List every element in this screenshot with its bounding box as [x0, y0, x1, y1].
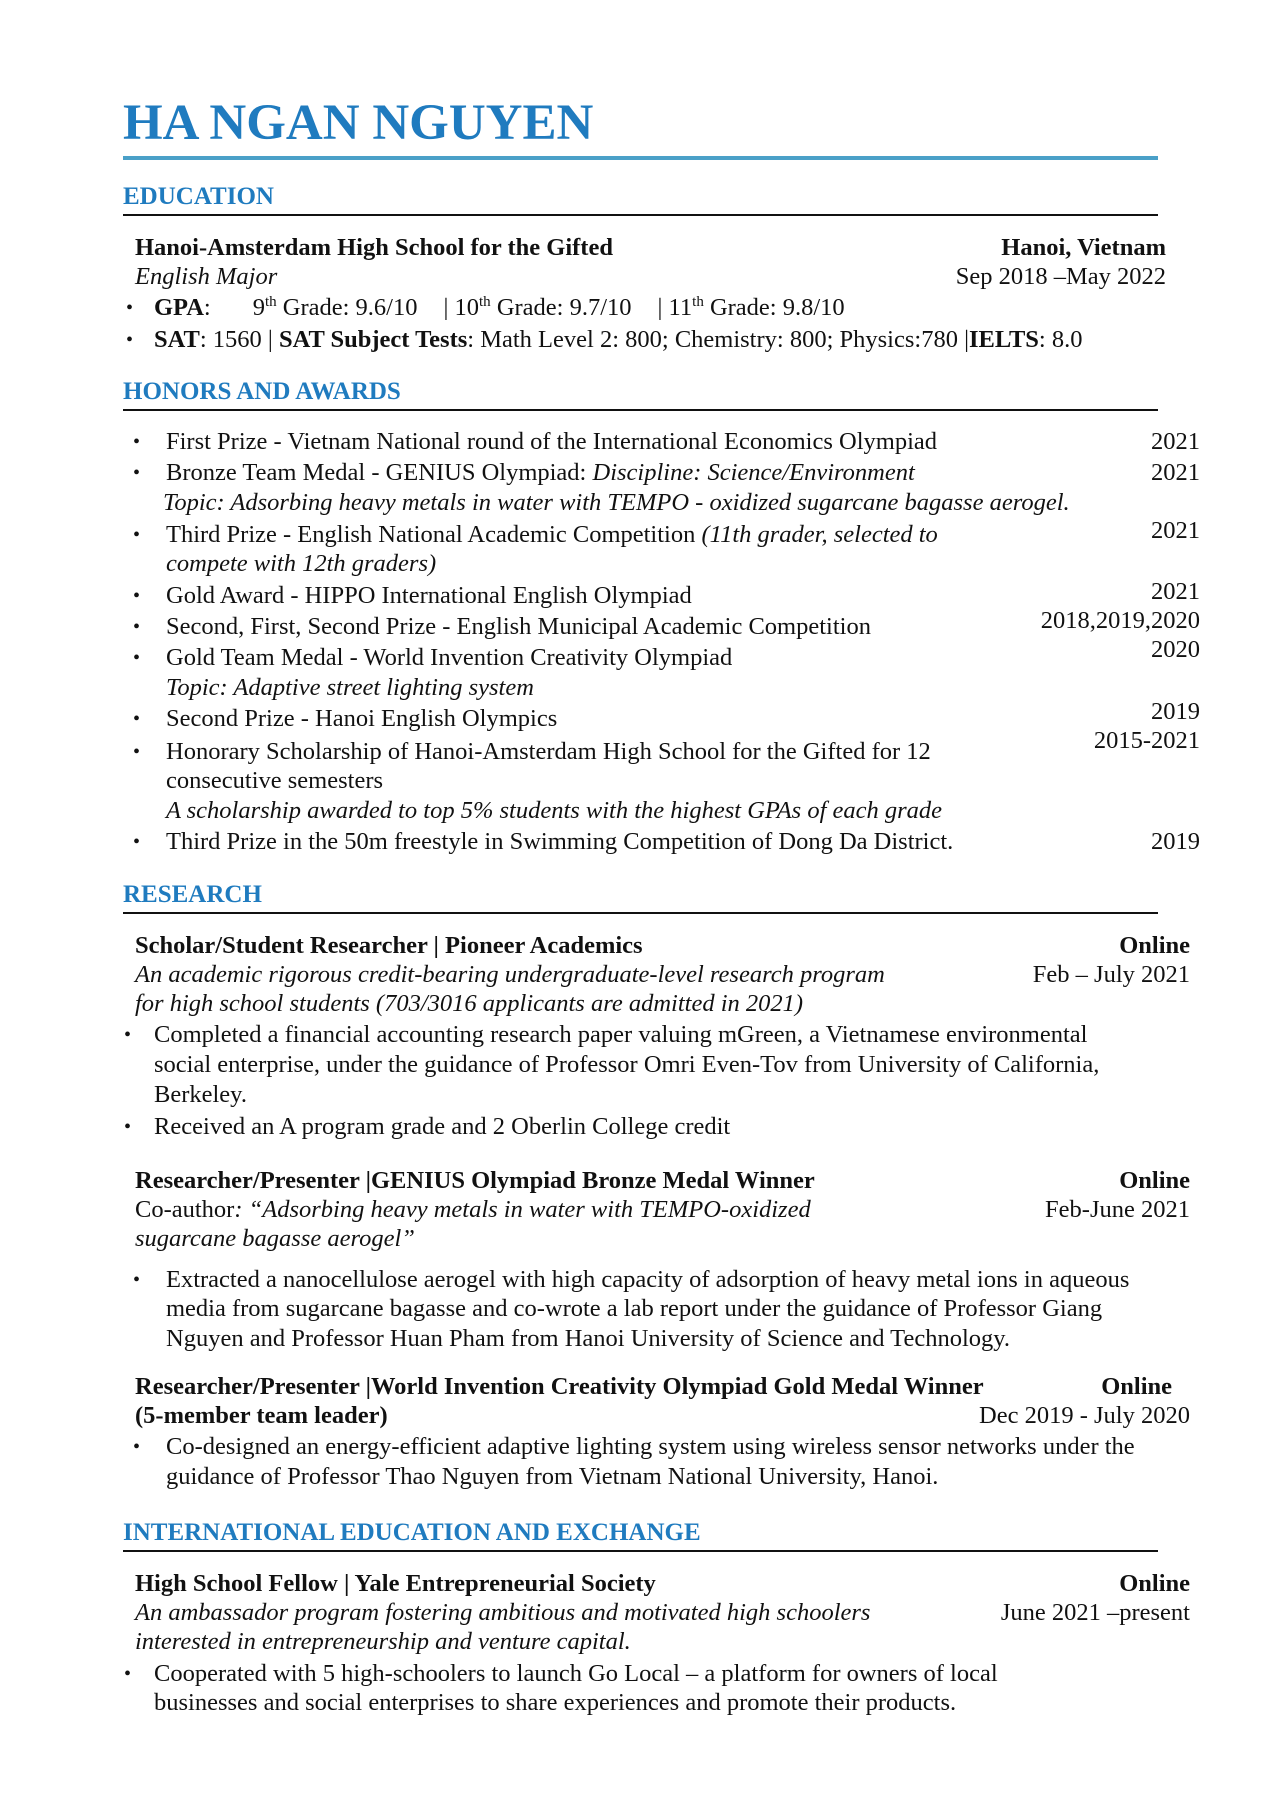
- bullet: •: [133, 585, 141, 607]
- award-note: (11th grader, selected to: [701, 521, 938, 548]
- award-year: 2021: [1151, 578, 1200, 605]
- intl-divider: [123, 1550, 1158, 1552]
- honors-heading: HONORS AND AWARDS: [123, 378, 401, 405]
- award-item: Second Prize - Hanoi English Olympics: [166, 705, 558, 732]
- research-title: Researcher/Presenter |World Invention Creativity Olympiad Gold Medal Winner: [135, 1373, 984, 1400]
- award-topic: Topic: Adsorbing heavy metals in water with TEMPO - oxidized sugarcane bagasse aerogel.: [163, 489, 1070, 516]
- award-year: 2019: [1151, 698, 1200, 725]
- gpa-label: GPA: [154, 294, 204, 321]
- gpa-11: Grade: 9.8/10: [703, 294, 845, 321]
- award-item: Gold Team Medal - World Invention Creativity Olympiad: [166, 644, 733, 671]
- coauthor-title: : “Adsorbing heavy metals in water with TEMPO-oxidized: [234, 1196, 811, 1223]
- intl-desc: An ambassador program fostering ambitious and motivated high schoolers: [135, 1599, 871, 1626]
- award-year: 2021: [1151, 517, 1200, 544]
- award-item: Gold Award - HIPPO International English Olympiad: [166, 582, 692, 609]
- research-divider: [123, 912, 1158, 914]
- research-title: Scholar/Student Researcher | Pioneer Academics: [135, 932, 643, 959]
- intl-bullet: Cooperated with 5 high-schoolers to launch Go Local – a platform for owners of local: [154, 1660, 998, 1687]
- gpa-10-sup: th: [479, 293, 491, 310]
- gpa-10-pre: | 10: [443, 294, 480, 321]
- award-discipline: Discipline: Science/Environment: [592, 459, 915, 486]
- resume-name: HA NGAN NGUYEN: [123, 95, 594, 151]
- award-item: First Prize - Vietnam National round of the International Economics Olympiad: [166, 428, 938, 455]
- school-name: Hanoi-Amsterdam High School for the Gifted: [135, 234, 613, 261]
- research-title-cont: (5-member team leader): [135, 1402, 388, 1429]
- award-year: 2020: [1151, 636, 1200, 663]
- award-item: [166, 458, 915, 488]
- bullet: •: [133, 741, 141, 763]
- gpa-11-sup: th: [692, 293, 704, 310]
- gpa-11-pre: | 11: [657, 294, 693, 321]
- bullet: •: [133, 1436, 141, 1458]
- award-year: 2015-2021: [1093, 727, 1200, 754]
- research-location: Online: [1119, 932, 1190, 959]
- gpa-10: Grade: 9.7/10: [490, 294, 632, 321]
- intl-desc-cont: interested in entrepreneurship and venture capital.: [135, 1628, 631, 1655]
- award-item: Honorary Scholarship of Hanoi-Amsterdam High School for the Gifted for 12: [166, 738, 931, 765]
- award-item: Second, First, Second Prize - English Municipal Academic Competition: [166, 613, 871, 640]
- research-bullet-cont: guidance of Professor Thao Nguyen from Vietnam National University, Hanoi.: [166, 1463, 939, 1490]
- ielts-label: IELTS: [968, 326, 1039, 353]
- education-heading: EDUCATION: [123, 183, 274, 210]
- bullet: •: [133, 616, 141, 638]
- award-year: 2018,2019,2020: [1040, 607, 1200, 634]
- bullet: •: [133, 462, 141, 484]
- bullet: •: [133, 831, 141, 853]
- coauthor-label: Co-author: [135, 1196, 235, 1223]
- research-dates: Feb-June 2021: [1045, 1196, 1190, 1223]
- bullet: •: [126, 329, 134, 351]
- research-bullet-cont: Berkeley.: [154, 1081, 247, 1108]
- research-location: Online: [1119, 1167, 1190, 1194]
- research-bullet-cont: Nguyen and Professor Huan Pham from Hanoi University of Science and Technology.: [166, 1325, 1011, 1352]
- intl-heading: INTERNATIONAL EDUCATION AND EXCHANGE: [123, 1519, 701, 1546]
- gpa-9-sup: th: [264, 293, 277, 310]
- bullet: •: [124, 1663, 132, 1685]
- school-dates: Sep 2018 –May 2022: [955, 263, 1166, 290]
- bullet: •: [133, 524, 141, 546]
- award-text: Bronze Team Medal - GENIUS Olympiad:: [166, 459, 593, 486]
- award-topic: Topic: Adaptive street lighting system: [166, 674, 534, 701]
- bullet: •: [124, 1116, 132, 1138]
- bullet: •: [124, 1024, 132, 1046]
- school-major: English Major: [135, 263, 278, 290]
- honors-divider: [123, 409, 1158, 411]
- sat-label: SAT: [154, 326, 200, 353]
- intl-title: High School Fellow | Yale Entrepreneurial Society: [135, 1570, 656, 1597]
- bullet: •: [133, 647, 141, 669]
- award-year: 2021: [1151, 428, 1200, 455]
- research-dates: Feb – July 2021: [1032, 961, 1190, 988]
- research-heading: RESEARCH: [123, 881, 262, 908]
- bullet: •: [133, 431, 141, 453]
- research-desc-cont: for high school students (703/3016 applicants are admitted in 2021): [135, 990, 804, 1017]
- research-desc: [135, 1195, 811, 1225]
- sat-subject: : Math Level 2: 800; Chemistry: 800; Physics:780 |: [467, 326, 969, 353]
- bullet: •: [133, 708, 141, 730]
- award-year: 2021: [1151, 459, 1200, 486]
- sat-subject-label: SAT Subject Tests: [278, 326, 468, 353]
- school-location: Hanoi, Vietnam: [1001, 234, 1166, 261]
- gpa-9: Grade: 9.6/10: [276, 294, 418, 321]
- research-bullet: Received an A program grade and 2 Oberlin College credit: [154, 1113, 731, 1140]
- award-item-cont: consecutive semesters: [166, 767, 384, 794]
- award-item: [166, 520, 938, 550]
- award-item: Third Prize in the 50m freestyle in Swimming Competition of Dong Da District.: [166, 828, 954, 855]
- education-divider: [123, 214, 1158, 216]
- bullet: •: [126, 297, 134, 319]
- name-divider: [123, 156, 1158, 160]
- award-year: 2019: [1151, 828, 1200, 855]
- research-bullet: Extracted a nanocellulose aerogel with high capacity of adsorption of heavy metal ions in aqueous: [166, 1266, 1130, 1293]
- intl-bullet-cont: businesses and social enterprises to share experiences and promote their products.: [154, 1689, 957, 1716]
- research-dates: Dec 2019 - July 2020: [979, 1402, 1190, 1429]
- gpa-line: GPA: 9th Grade: 9.6/10 | 10th Grade: 9.7/10 | 11th Grade: 9.8/10: [154, 293, 845, 321]
- gpa-9-num: 9: [252, 294, 265, 321]
- award-note: A scholarship awarded to top 5% students with the highest GPAs of each grade: [166, 797, 943, 824]
- research-bullet: Completed a financial accounting research paper valuing mGreen, a Vietnamese environmental: [154, 1021, 1088, 1048]
- sat-score: : 1560 |: [199, 326, 279, 353]
- ielts-score: : 8.0: [1038, 326, 1083, 353]
- award-note-cont: compete with 12th graders): [166, 550, 437, 577]
- intl-dates: June 2021 –present: [1000, 1599, 1190, 1626]
- research-location: Online: [1101, 1373, 1172, 1400]
- sat-line: [154, 325, 1082, 355]
- research-bullet-cont: media from sugarcane bagasse and co-wrote a lab report under the guidance of Professor Giang: [166, 1295, 1103, 1322]
- intl-location: Online: [1119, 1570, 1190, 1597]
- research-desc: An academic rigorous credit-bearing undergraduate-level research program: [135, 961, 885, 988]
- research-bullet: Co-designed an energy-efficient adaptive lighting system using wireless sensor networks under the: [166, 1433, 1135, 1460]
- research-bullet-cont: social enterprise, under the guidance of Professor Omri Even-Tov from University of California,: [154, 1051, 1100, 1078]
- research-title: Researcher/Presenter |GENIUS Olympiad Bronze Medal Winner: [135, 1167, 815, 1194]
- award-text: Third Prize - English National Academic Competition: [166, 521, 702, 548]
- bullet: •: [133, 1269, 141, 1291]
- research-desc-cont: sugarcane bagasse aerogel”: [135, 1225, 415, 1252]
